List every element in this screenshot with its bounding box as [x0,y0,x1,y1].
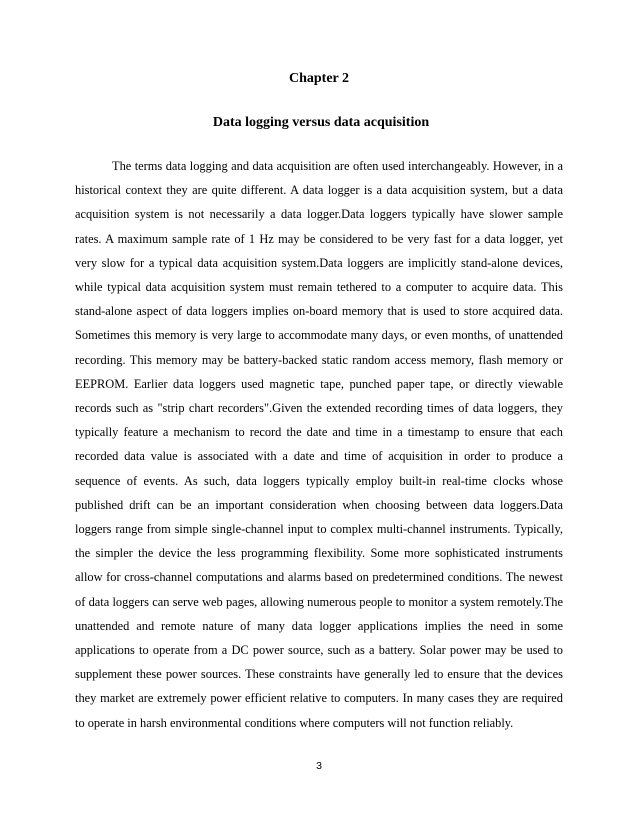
chapter-heading [0,71,638,87]
section-title-text: Data logging versus data acquisition [212,115,430,130]
section-title [0,115,638,131]
chapter-label: Chapter 2 [288,71,350,86]
page-number: 3 [316,760,322,772]
body-paragraph: The terms data logging and data acquisition are often used interchangeably. However, in a historical context they are quite different. A data logger is a data acquisition system, but a data acquisition system is not necessarily a data logger.Data loggers typically have slower sample rates. A maximum sample rate of 1 Hz may be considered to be very fast for a data logger, yet very slow for a typical data acquisition system.Data loggers are implicitly stand-alone devices, while typical data acquisition system must remain tethered to a computer to acquire data. This stand-alone aspect of data loggers implies on-board memory that is used to store acquired data. Sometimes this memory is very large to accommodate many days, or even months, of unattended recording. This memory may be battery-backed static random access memory, flash memory or EEPROM. Earlier data loggers used magnetic tape, punched paper tape, or directly viewable records such as "strip chart recorders".Given the extended recording times of data loggers, they typically feature a mechanism to record the date and time in a timestamp to ensure that each recorded data value is associated with a date and time of acquisition in order to produce a sequence of events. As such, data loggers typically employ built-in real-time clocks whose published drift can be an important consideration when choosing between data loggers.Data loggers range from simple single-channel input to complex multi-channel instruments. Typically, the simpler the device the less programming flexibility. Some more sophisticated instruments allow for cross-channel computations and alarms based on predetermined conditions. The newest of data loggers can serve web pages, allowing numerous people to monitor a system remotely.The unattended and remote nature of many data logger applications implies the need in some applications to operate from a DC power source, such as a battery. Solar power may be used to supplement these power sources. These constraints have generally led to ensure that the devices they market are extremely power efficient relative to computers. In many cases they are required to operate in harsh environmental conditions where computers will not function reliably. [75,159,563,730]
